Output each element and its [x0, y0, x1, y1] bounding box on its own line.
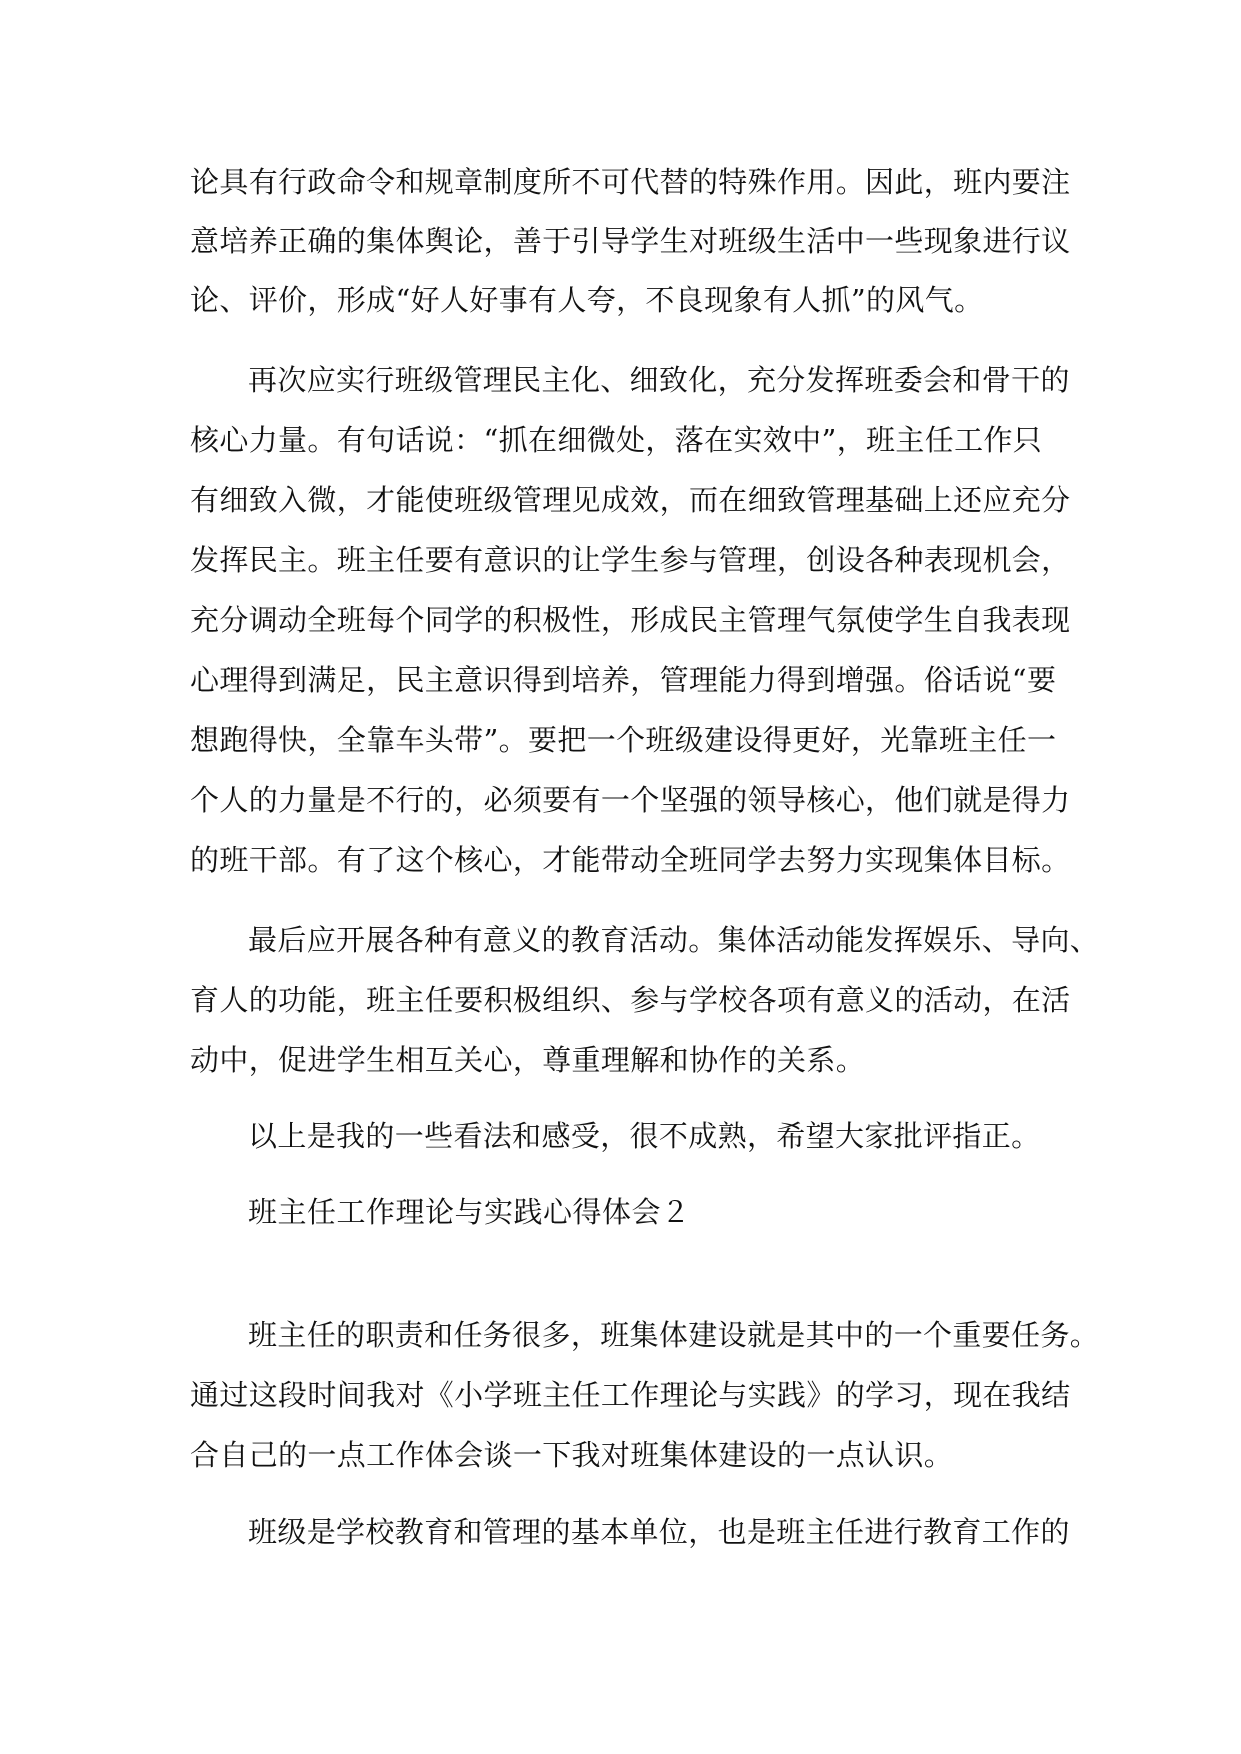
- paragraph-start-line: 以上是我的一些看法和感受，很不成熟，希望大家批评指正。: [248, 1119, 1041, 1153]
- text-line: 核心力量。有句话说：“抓在细微处，落在实效中”，班主任工作只: [190, 423, 1043, 457]
- text-line: 心理得到满足，民主意识得到培养，管理能力得到增强。俗话说“要: [190, 663, 1057, 697]
- paragraph-start-line: 最后应开展各种有意义的教育活动。集体活动能发挥娱乐、导向、: [248, 923, 1100, 957]
- paragraph-start-line: 班主任的职责和任务很多，班集体建设就是其中的一个重要任务。: [248, 1318, 1100, 1352]
- text-line: 的班干部。有了这个核心，才能带动全班同学去努力实现集体目标。: [190, 843, 1071, 877]
- text-line: 有细致入微，才能使班级管理见成效，而在细致管理基础上还应充分: [190, 483, 1071, 517]
- paragraph-start-line: 再次应实行班级管理民主化、细致化，充分发挥班委会和骨干的: [248, 363, 1070, 397]
- text-line: 育人的功能，班主任要积极组织、参与学校各项有意义的活动，在活: [190, 983, 1071, 1017]
- text-line: 意培养正确的集体舆论，善于引导学生对班级生活中一些现象进行议: [190, 224, 1071, 258]
- paragraph-start-line: 班级是学校教育和管理的基本单位，也是班主任进行教育工作的: [248, 1515, 1070, 1549]
- text-line: 论、评价，形成“好人好事有人夸，不良现象有人抓”的风气。: [190, 283, 984, 317]
- text-line: 发挥民主。班主任要有意识的让学生参与管理，创设各种表现机会，: [190, 543, 1071, 577]
- text-line: 想跑得快，全靠车头带”。要把一个班级建设得更好，光靠班主任一: [190, 723, 1057, 757]
- section-title: 班主任工作理论与实践心得体会２: [248, 1195, 691, 1229]
- text-line: 个人的力量是不行的，必须要有一个坚强的领导核心，他们就是得力: [190, 783, 1071, 817]
- text-line: 合自己的一点工作体会谈一下我对班集体建设的一点认识。: [190, 1438, 954, 1472]
- text-line: 论具有行政命令和规章制度所不可代替的特殊作用。因此，班内要注: [190, 165, 1071, 199]
- text-line: 通过这段时间我对《小学班主任工作理论与实践》的学习，现在我结: [190, 1378, 1071, 1412]
- text-line: 充分调动全班每个同学的积极性，形成民主管理气氛使学生自我表现: [190, 603, 1071, 637]
- text-line: 动中，促进学生相互关心，尊重理解和协作的关系。: [190, 1043, 866, 1077]
